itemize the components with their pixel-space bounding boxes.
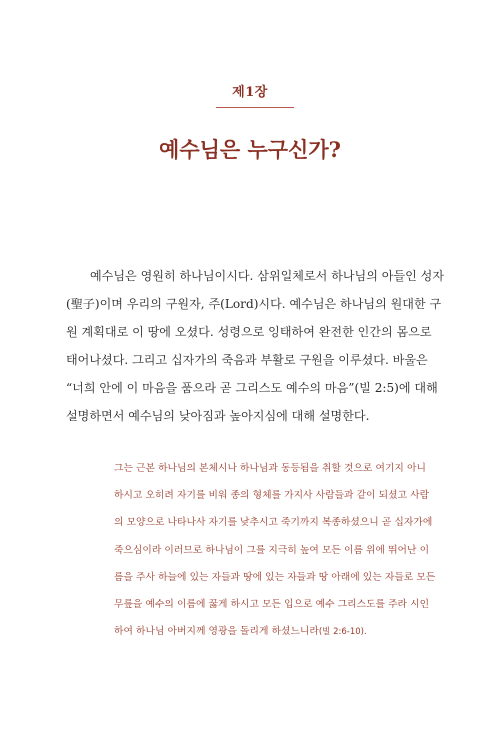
- quote-line: 하시고 오히려 자기를 비워 종의 형체를 가지사 사람들과 같이 되셨고 사람: [114, 490, 430, 502]
- chapter-title: 예수님은 누구신가?: [159, 137, 341, 162]
- quote-line: 무릎을 예수의 이름에 꿇게 하시고 모든 입으로 예수 그리스도를 주라 시인: [114, 599, 430, 611]
- body-line: 예수님은 영원히 하나님이시다. 삼위일체로서 하나님의 아들인 성자: [90, 269, 445, 283]
- quote-line: 름을 주사 하늘에 있는 자들과 땅에 있는 자들과 땅 아래에 있는 자들로 모든: [114, 571, 436, 583]
- body-paragraph: [66, 262, 445, 430]
- scripture-reference: (빌 2:6-10).: [318, 627, 367, 638]
- scripture-quote: [114, 455, 446, 646]
- quote-line: 의 모양으로 나타나사 자기를 낮추시고 죽기까지 복종하셨으니 곧 십자가에: [114, 517, 433, 529]
- quote-line-last: [114, 618, 446, 646]
- quote-line: 하여 하나님 아버지께 영광을 돌리게 하셨느니라: [114, 626, 319, 638]
- body-line: 태어나셨다. 그리고 십자가의 죽음과 부활로 구원을 이루셨다. 바울은: [66, 353, 428, 367]
- body-line: 원 계획대로 이 땅에 오셨다. 성령으로 잉태하여 완전한 인간의 몸으로: [66, 325, 432, 339]
- body-line: 설명하면서 예수님의 낮아짐과 높아지심에 대해 설명한다.: [66, 409, 370, 423]
- chapter-divider: [216, 107, 294, 108]
- body-line: “너희 안에 이 마음을 품으라 곧 그리스도 예수의 마음”(빌 2:5)에 대해: [66, 381, 438, 395]
- body-line: (聖子)이며 우리의 구원자, 주(Lord)시다. 예수님은 하나님의 원대한 구: [66, 297, 442, 311]
- quote-line: 그는 근본 하나님의 본체시나 하나님과 동등됨을 취할 것으로 여기지 아니: [114, 463, 426, 474]
- quote-line: 죽으심이라 이러므로 하나님이 그를 지극히 높여 모든 이름 위에 뛰어난 이: [114, 544, 430, 556]
- chapter-number: 제1장: [232, 85, 268, 100]
